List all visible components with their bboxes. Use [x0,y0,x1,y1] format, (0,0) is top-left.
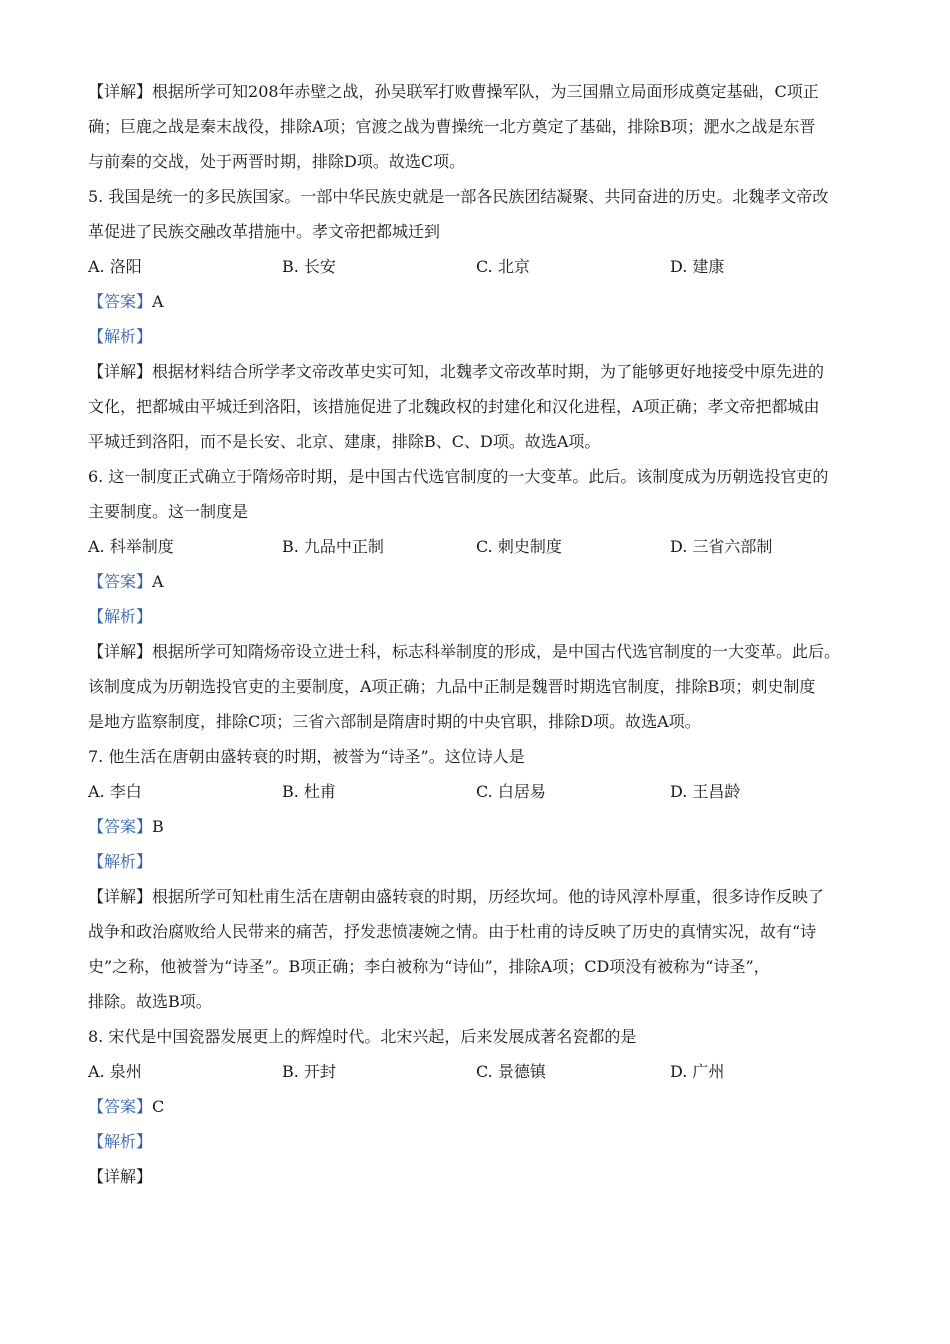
q7-detail-line-4: 排除。故选B项。 [88,992,212,1011]
q8-answer: 【答案】C [88,1097,165,1116]
q7-option-b: B. 杜甫 [282,782,336,801]
detail-tag: 【详解】 [88,362,153,381]
detail-tag: 【详解】 [88,887,153,906]
q5-analysis [88,319,868,354]
q8-stem-line-1: 8. 宋代是中国瓷器发展更上的辉煌时代。北宋兴起，后来发展成著名瓷都的是 [88,1027,637,1046]
q6-stem-line-1: 6. 这一制度正式确立于隋炀帝时期，是中国古代选官制度的一大变革。此后。该制度成为历朝选投官吏的 [88,467,829,486]
q8-options [88,1054,868,1089]
q6-option-b: B. 九品中正制 [282,537,384,556]
q6-option-a: A. 科举制度 [88,537,174,556]
q5-option-d: D. 建康 [670,257,725,276]
q8-analysis [88,1124,868,1159]
q8-detail [88,1159,868,1194]
q5-detail-line-3: 平城迁到洛阳，而不是长安、北京、建康，排除B、C、D项。故选A项。 [88,432,601,451]
analysis-tag: 【解析】 [88,607,153,626]
document-page [88,74,868,1194]
q8-option-d: D. 广州 [670,1062,725,1081]
q7-analysis [88,844,868,879]
q8-option-c: C. 景德镇 [476,1062,546,1081]
detail-tag: 【详解】 [88,642,153,661]
q8-option-a: A. 泉州 [88,1062,142,1081]
detail-tag: 【详解】 [88,82,153,101]
q5-stem-line-2: 革促进了民族交融改革措施中。孝文帝把都城迁到 [88,222,441,241]
q6-answer: 【答案】A [88,572,164,591]
q6-option-c: C. 刺史制度 [476,537,562,556]
q6-detail-line-3: 是地方监察制度，排除C项；三省六部制是隋唐时期的中央官职，排除D项。故选A项。 [88,712,701,731]
q7-stem-line-1: 7. 他生活在唐朝由盛转衰的时期，被誉为“诗圣”。这位诗人是 [88,747,525,766]
q6-detail-line-1: 【详解】根据所学可知隋炀帝设立进士科，标志科举制度的形成，是中国古代选官制度的一大变革。此后。 [88,642,841,661]
q6-stem-line-2: 主要制度。这一制度是 [88,502,249,521]
analysis-tag: 【解析】 [88,327,153,346]
q5-detail-line-2: 文化，把都城由平城迁到洛阳，该措施促进了北魏政权的封建化和汉化进程，A项正确；孝文帝把都城由 [88,397,820,416]
q6-options [88,529,868,564]
q6-detail-line-2: 该制度成为历朝选投官吏的主要制度，A项正确；九品中正制是魏晋时期选官制度，排除B项；刺史制度 [88,677,816,696]
q4-detail-line-1: 【详解】根据所学可知208年赤壁之战，孙吴联军打败曹操军队，为三国鼎立局面形成奠定基础，C项正 [88,82,819,101]
analysis-tag: 【解析】 [88,852,153,871]
q8-option-b: B. 开封 [282,1062,336,1081]
q7-option-c: C. 白居易 [476,782,546,801]
detail-tag: 【详解】 [88,1167,153,1186]
answer-tag: 【答案】 [88,572,153,591]
answer-tag: 【答案】 [88,1097,153,1116]
q7-options [88,774,868,809]
q5-options [88,249,868,284]
q5-option-a: A. 洛阳 [88,257,142,276]
answer-tag: 【答案】 [88,817,153,836]
q7-option-d: D. 王昌龄 [670,782,741,801]
q4-detail-line-2: 确；巨鹿之战是秦末战役，排除A项；官渡之战为曹操统一北方奠定了基础，排除B项；淝水之战是东晋 [88,117,816,136]
q5-option-b: B. 长安 [282,257,336,276]
q7-detail-line-3: 史”之称，他被誉为“诗圣”。B项正确；李白被称为“诗仙”，排除A项；CD项没有被称为“诗圣”， [88,957,770,976]
q4-detail-line-3: 与前秦的交战，处于两晋时期，排除D项。故选C项。 [88,152,466,171]
q5-answer: 【答案】A [88,292,164,311]
q5-stem-line-1: 5. 我国是统一的多民族国家。一部中华民族史就是一部各民族团结凝聚、共同奋进的历史。北魏孝文帝改 [88,187,829,206]
q6-option-d: D. 三省六部制 [670,537,773,556]
q7-option-a: A. 李白 [88,782,142,801]
q7-detail-line-2: 战争和政治腐败给人民带来的痛苦，抒发悲愤凄婉之情。由于杜甫的诗反映了历史的真情实况，故有“诗 [88,922,817,941]
q7-detail-line-1: 【详解】根据所学可知杜甫生活在唐朝由盛转衰的时期，历经坎坷。他的诗风淳朴厚重，很多诗作反映了 [88,887,825,906]
q5-detail-line-1: 【详解】根据材料结合所学孝文帝改革史实可知，北魏孝文帝改革时期，为了能够更好地接受中原先进的 [88,362,825,381]
q7-answer: 【答案】B [88,817,164,836]
analysis-tag: 【解析】 [88,1132,153,1151]
q5-option-c: C. 北京 [476,257,530,276]
answer-tag: 【答案】 [88,292,153,311]
q6-analysis [88,599,868,634]
